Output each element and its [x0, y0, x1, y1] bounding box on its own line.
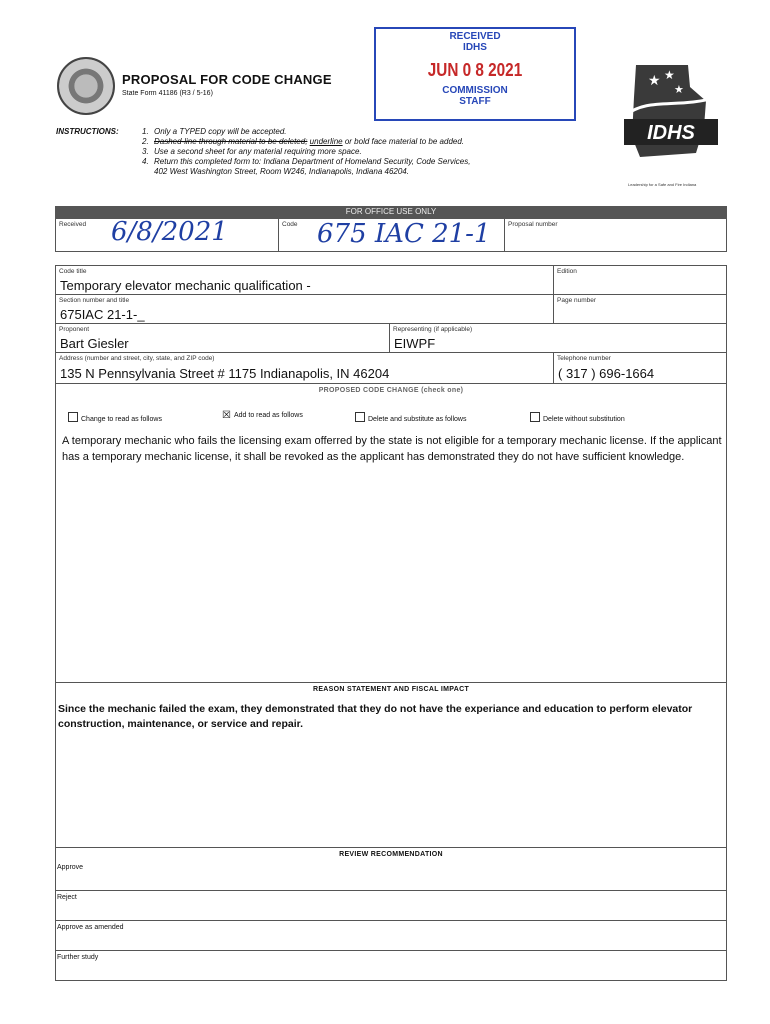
option-delete[interactable]: Delete without substitution [530, 412, 625, 423]
review-approve-amended-row: Approve as amended [55, 921, 727, 951]
phone-field: Telephone number ( 317 ) 696-1664 [553, 352, 727, 384]
option-add-checkbox[interactable]: ☒ [222, 410, 231, 421]
address-field: Address (number and street, city, state, and ZIP code) 135 N Pennsylvania Street # 1175 Indianapolis, IN 46204 [55, 352, 554, 384]
code-box: Code 675 IAC 21-1 [278, 218, 505, 252]
logo-tagline: Leadership for a Safe and Fire Indiana [628, 182, 697, 187]
instruction-4a: Return this completed form to: Indiana Department of Homeland Security, Code Services, [154, 157, 471, 166]
option-change[interactable]: Change to read as follows [68, 412, 162, 423]
review-header: REVIEW RECOMMENDATION [339, 851, 443, 858]
reason-header: REASON STATEMENT AND FISCAL IMPACT [312, 686, 470, 693]
representing-field: Representing (if applicable) EIWPF [389, 323, 727, 353]
proponent-field: Proponent Bart Giesler [55, 323, 390, 353]
proposed-change-text: A temporary mechanic who fails the licensing exam offerred by the state is not eligible for a temporary mechanic license. If the applicant has a temporary mechanic license, it shall be revoked as the applicant has demonstrated they do not have sufficient knowledge. [62, 435, 722, 463]
reason-text: Since the mechanic failed the exam, they demonstrated that they do not have the experiance and education to perform elevator construction, maintenance, or service and repair. [58, 703, 693, 730]
received-stamp [374, 27, 576, 121]
page-number-field: Page number [553, 294, 727, 324]
instructions-label: INSTRUCTIONS: [56, 127, 119, 136]
option-change-checkbox[interactable] [68, 412, 78, 422]
instruction-2-rest: or bold face material to be added. [344, 137, 465, 146]
instruction-3: Use a second sheet for any material requiring more space. [154, 147, 362, 156]
instruction-2-underline: underline [309, 137, 343, 146]
instruction-4b: 402 West Washington Street, Room W246, Indianapolis, Indiana 46204. [154, 167, 409, 176]
instruction-2-strike: Dashed-line through material to be deleted; [154, 137, 308, 146]
phone-value: ( 317 ) 696-1664 [558, 366, 655, 381]
instructions-list: 1. Only a TYPED copy will be accepted. 2. Dashed-line through material to be deleted; underline or bold face material to be added. 3. Use a second sheet for any material requiring more space. 4. Return this completed form to: Indiana Department of Homeland Security, Code Services, 402 West Washington Street, Room W246, Indianapolis, Indiana 46204. [142, 127, 471, 176]
edition-field: Edition [553, 265, 727, 295]
review-further-study-row: Further study [57, 954, 99, 961]
stamp-idhs: IDHS [463, 42, 487, 53]
section-value: 675IAC 21-1-_ [60, 307, 145, 322]
idhs-logo-icon [618, 57, 724, 177]
received-date-handwritten: 6/8/2021 [111, 217, 228, 247]
section-field: Section number and title 675IAC 21-1-_ [55, 294, 554, 324]
stamp-received: RECEIVED [449, 31, 501, 42]
option-add[interactable]: ☒ Add to read as follows [222, 410, 303, 421]
form-number: State Form 41186 (R3 / 5-16) [122, 90, 213, 97]
svg-text:★: ★ [664, 68, 675, 82]
state-seal-icon [57, 57, 115, 115]
option-delete-substitute[interactable]: Delete and substitute as follows [355, 412, 466, 423]
office-use-bar: FOR OFFICE USE ONLY [55, 206, 727, 218]
svg-text:★: ★ [674, 84, 684, 96]
form-title: PROPOSAL FOR CODE CHANGE [122, 72, 332, 87]
code-title-field: Code title Temporary elevator mechanic qualification - [55, 265, 554, 295]
representing-value: EIWPF [394, 336, 436, 351]
stamp-commission: COMMISSION [442, 85, 508, 96]
proposed-change-box [55, 383, 727, 683]
svg-text:★: ★ [648, 72, 661, 88]
stamp-date: JUN 0 8 2021 [427, 60, 523, 80]
received-box: Received 6/8/2021 [55, 218, 279, 252]
review-approve-row: Approve [55, 861, 727, 891]
proposal-number-box: Proposal number [504, 218, 727, 252]
address-value: 135 N Pennsylvania Street # 1175 Indianapolis, IN 46204 [60, 366, 390, 381]
proponent-value: Bart Giesler [60, 336, 129, 351]
code-handwritten: 675 IAC 21-1 [317, 219, 491, 249]
option-delete-substitute-checkbox[interactable] [355, 412, 365, 422]
proposed-change-header: PROPOSED CODE CHANGE (check one) [318, 387, 464, 394]
instruction-1: Only a TYPED copy will be accepted. [154, 127, 287, 136]
stamp-staff: STAFF [459, 96, 491, 107]
code-title-value: Temporary elevator mechanic qualification - [60, 278, 311, 293]
option-delete-checkbox[interactable] [530, 412, 540, 422]
logo-text: IDHS [647, 122, 695, 144]
review-reject-row: Reject [55, 891, 727, 921]
